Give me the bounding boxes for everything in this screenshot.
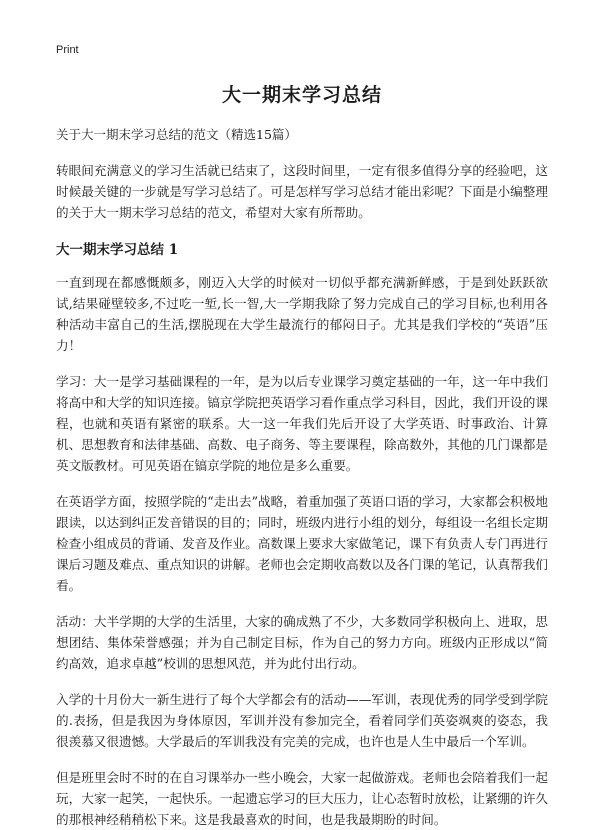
body-paragraph: 在英语学方面，按照学院的“走出去”战略，着重加强了英语口语的学习，大家都会积极地跟读，以达到纠正发音错误的目的；同时，班级内进行小组的划分，每组设一名组长定期检查小组成员的背诵、发音及作业。高数课上要求大家做笔记，课下有负责人专门再进行课后习题及难点、重点知识的讲解。老师也会定期收高数以及各门课的笔记，认真帮我们看。 — [56, 494, 548, 593]
page-title: 大一期末学习总结 — [221, 84, 382, 106]
body-paragraph: 但是班里会时不时的在自习课举办一些小晚会，大家一起做游戏。老师也会陪着我们一起玩，大家一起笑，一起快乐。一起遗忘学习的巨大压力，让心态暂时放松，让紧绷的许久的那根神经稍稍松下来。这是我最喜欢的时间，也是我最期盼的时间。 — [56, 770, 548, 827]
page-subtitle: 关于大一期末学习总结的范文（精选15篇） — [56, 127, 297, 142]
body-paragraph: 一直到现在都感慨颇多，刚迈入大学的时候对一切似乎都充满新鲜感，于是到处跃跃欲试,结果碰壁较多,不过吃一堑,长一智,大一学期我除了努力完成自己的学习目标,也利用各种活动丰富自己的生活,摆脱现在大学生最流行的郁闷日子。尤其是我们学校的“英语”压力！ — [56, 275, 548, 353]
print-label[interactable]: Print — [56, 44, 79, 56]
section-heading: 大一期末学习总结 1 — [56, 242, 179, 258]
body-paragraph: 学习：大一是学习基础课程的一年，是为以后专业课学习奠定基础的一年，这一年中我们将高中和大学的知识连接。镐京学院把英语学习看作重点学习科目，因此，我们开设的课程，也就和英语有紧密的联系。大一这一年我们先后开设了大学英语、时事政治、计算机、思想教育和法律基础、高数、电子商务、等主要课程，除高数外，其他的几门课都是英文版教材。可见英语在镐京学院的地位是多么重要。 — [56, 374, 548, 473]
intro-paragraph: 转眼间充满意义的学习生活就已结束了，这段时间里，一定有很多值得分享的经验吧，这时候最关键的一步就是写学习总结了。可是怎样写学习总结才能出彩呢？下面是小编整理的关于大一期末学习总结的范文，希望对大家有所帮助。 — [56, 163, 548, 220]
body-paragraph: 入学的十月份大一新生进行了每个大学都会有的活动——军训，表现优秀的同学受到学院的.表扬，但是我因为身体原因，军训并没有参加完全，看着同学们英姿飒爽的姿态，我很羡慕又很遗憾。大学最后的军训我没有完美的完成，也许也是人生中最后一个军训。 — [56, 692, 548, 749]
body-paragraph: 活动：大半学期的大学的生活里，大家的确成熟了不少，大多数同学积极向上、进取，思想团结、集体荣誉感强；并为自己制定目标，作为自己的努力方向。班级内正形成以“简约高效，追求卓越”校训的思想风范，并为此付出行动。 — [56, 614, 548, 671]
